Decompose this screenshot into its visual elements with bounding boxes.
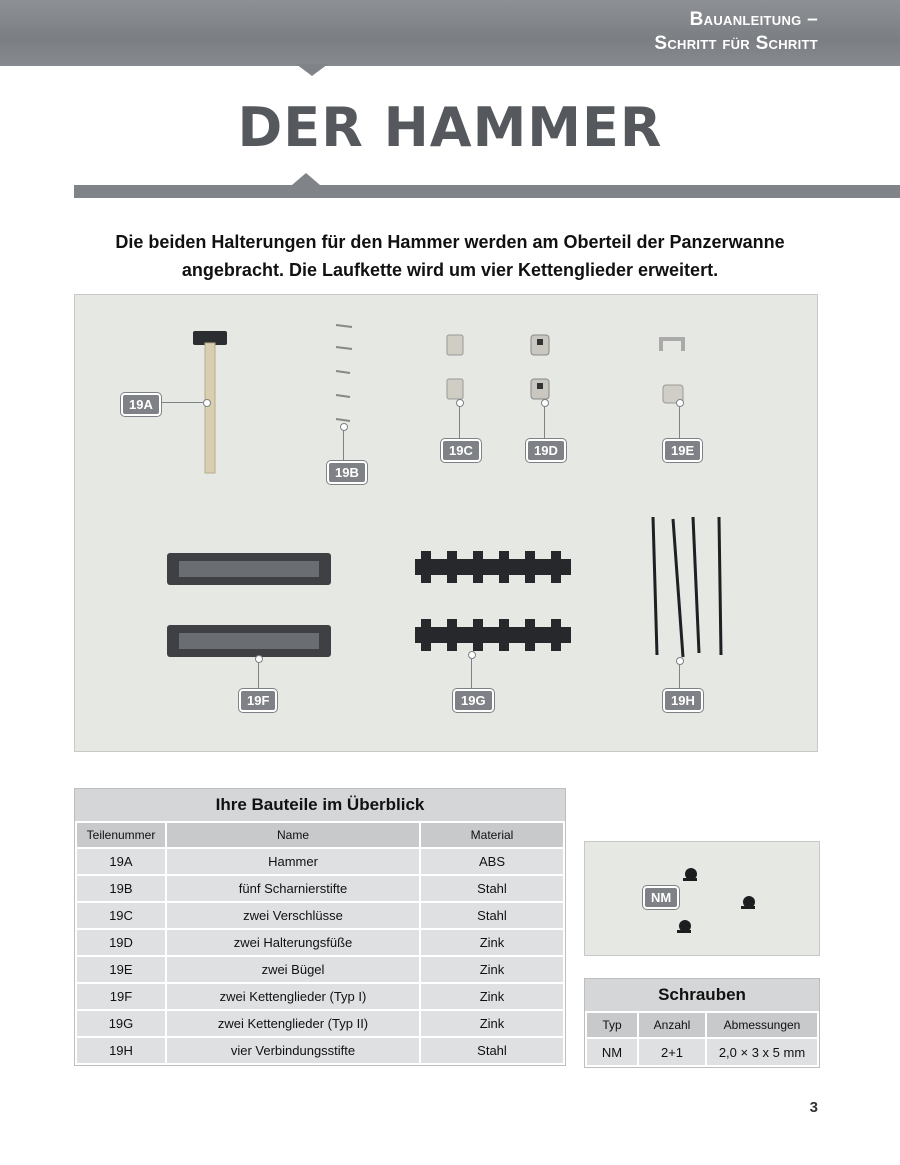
brackets-image <box>655 333 691 409</box>
series-title <box>654 8 818 56</box>
cell-name: zwei Verschlüsse <box>167 903 419 928</box>
table-row <box>77 1038 563 1063</box>
intro-line-1: Die beiden Halterungen für den Hammer werden am Oberteil der Panzerwanne <box>115 232 785 252</box>
track-links-type1-image <box>165 551 335 661</box>
cell-material: Stahl <box>421 876 563 901</box>
title-rule <box>74 185 900 198</box>
cell-name: Hammer <box>167 849 419 874</box>
cell-part: 19D <box>77 930 165 955</box>
series-line-1: Bauanleitung – <box>689 9 818 30</box>
header-bar <box>0 0 900 66</box>
parts-photo <box>74 294 818 752</box>
label-nm: NM <box>643 886 679 909</box>
cell-count: 2+1 <box>639 1039 705 1065</box>
screws-title: Schrauben <box>585 979 819 1011</box>
label-19g: 19G <box>453 689 494 712</box>
column-header: Teilenummer <box>77 823 165 847</box>
cell-part: 19A <box>77 849 165 874</box>
table-row <box>587 1039 817 1065</box>
screw-images <box>669 856 789 946</box>
cell-material: Zink <box>421 1011 563 1036</box>
series-line-2: Schritt für Schritt <box>654 33 818 54</box>
cell-part: 19E <box>77 957 165 982</box>
table-row <box>77 876 563 901</box>
cell-material: Zink <box>421 930 563 955</box>
column-header: Name <box>167 823 419 847</box>
cell-material: Stahl <box>421 903 563 928</box>
track-links-type2-image <box>411 547 581 657</box>
cell-part: 19H <box>77 1038 165 1063</box>
cell-name: fünf Scharnierstifte <box>167 876 419 901</box>
cell-dimensions: 2,0 × 3 x 5 mm <box>707 1039 817 1065</box>
label-19c: 19C <box>441 439 481 462</box>
cell-material: Stahl <box>421 1038 563 1063</box>
cell-part: 19F <box>77 984 165 1009</box>
cell-part: 19G <box>77 1011 165 1036</box>
cell-material: Zink <box>421 957 563 982</box>
cell-material: Zink <box>421 984 563 1009</box>
cell-type: NM <box>587 1039 637 1065</box>
latches-image <box>443 331 469 407</box>
header-notch <box>296 64 328 76</box>
column-header: Material <box>421 823 563 847</box>
cell-part: 19B <box>77 876 165 901</box>
table-row <box>77 903 563 928</box>
column-header: Typ <box>587 1013 637 1037</box>
cell-name: zwei Kettenglieder (Typ I) <box>167 984 419 1009</box>
cell-name: zwei Kettenglieder (Typ II) <box>167 1011 419 1036</box>
column-header: Anzahl <box>639 1013 705 1037</box>
label-19h: 19H <box>663 689 703 712</box>
label-19d: 19D <box>526 439 566 462</box>
cell-name: vier Verbindungsstifte <box>167 1038 419 1063</box>
intro-line-2: angebracht. Die Laufkette wird um vier Kettenglieder erweitert. <box>181 260 719 280</box>
label-19b: 19B <box>327 461 367 484</box>
label-19a: 19A <box>121 393 161 416</box>
table-row <box>77 957 563 982</box>
connecting-pins-image <box>643 513 733 663</box>
column-header: Abmessungen <box>707 1013 817 1037</box>
overview-title: Ihre Bauteile im Überblick <box>75 789 565 821</box>
cell-name: zwei Bügel <box>167 957 419 982</box>
hinge-pins-image <box>330 321 360 431</box>
label-19f: 19F <box>239 689 277 712</box>
page-title: DER HAMMER <box>237 96 663 159</box>
page-number: 3 <box>809 1099 818 1116</box>
parts-overview-table <box>74 788 566 1066</box>
table-row <box>77 984 563 1009</box>
intro-text <box>74 228 826 284</box>
cell-part: 19C <box>77 903 165 928</box>
table-row <box>77 849 563 874</box>
table-row <box>77 930 563 955</box>
mount-feet-image <box>527 331 555 407</box>
cell-material: ABS <box>421 849 563 874</box>
table-row <box>77 1011 563 1036</box>
screws-table <box>584 978 820 1068</box>
screws-photo <box>584 841 820 956</box>
label-19e: 19E <box>663 439 702 462</box>
cell-name: zwei Halterungsfüße <box>167 930 419 955</box>
